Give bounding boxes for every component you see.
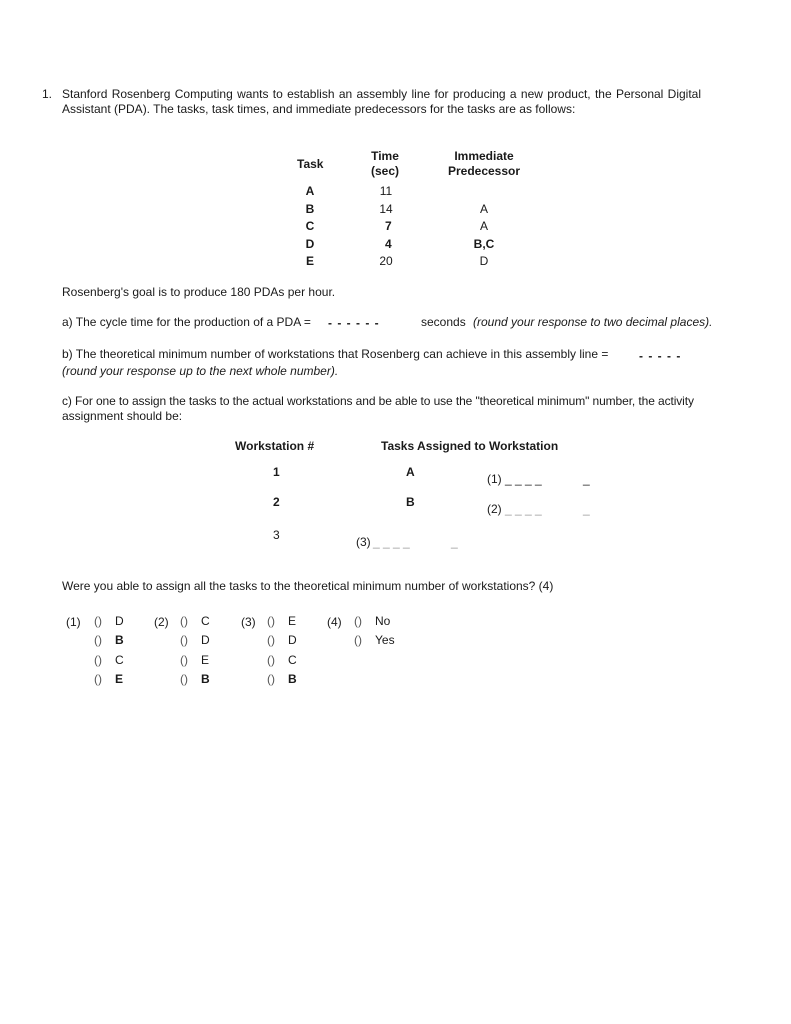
option-label: No: [375, 614, 391, 628]
goal-text: Rosenberg's goal is to produce 180 PDAs per hour.: [62, 285, 336, 299]
task-header: Task: [297, 157, 324, 171]
blank-2-label: (2): [487, 502, 502, 516]
option-label: B: [288, 672, 297, 686]
blank-2[interactable]: _ _ _ _: [505, 502, 542, 516]
group-1-label: (1): [66, 615, 81, 629]
workstation-header: Workstation #: [235, 439, 315, 453]
radio-button[interactable]: (): [180, 633, 188, 647]
option-label: E: [201, 653, 210, 667]
option-label: D: [288, 633, 297, 647]
question-number: 1.: [42, 87, 53, 101]
radio-button[interactable]: (): [94, 633, 102, 647]
workstation-number: 3: [273, 528, 280, 542]
blank-3-tail: _: [451, 535, 458, 549]
task-cell: B: [305, 202, 315, 216]
predecessor-header-line1: Immediate: [454, 149, 514, 163]
time-cell: 20: [379, 254, 393, 268]
blank-1-label: (1): [487, 472, 502, 486]
tasks-assigned-header: Tasks Assigned to Workstation: [381, 439, 559, 453]
part-a-units: seconds: [421, 315, 466, 329]
assigned-task: B: [406, 495, 415, 509]
time-cell: 14: [379, 202, 393, 216]
group-2-label: (2): [154, 615, 169, 629]
radio-button[interactable]: (): [180, 672, 188, 686]
option-label: Yes: [375, 633, 395, 647]
time-cell: 4: [385, 237, 392, 251]
part-b-text: b) The theoretical minimum number of workstations that Rosenberg can achieve in this assembly line =: [62, 347, 609, 361]
option-label: C: [288, 653, 297, 667]
radio-button[interactable]: (): [180, 653, 188, 667]
time-cell: 11: [379, 184, 393, 198]
time-header-line2: (sec): [370, 164, 399, 178]
task-cell: E: [305, 254, 314, 268]
option-label: D: [115, 614, 124, 628]
radio-button[interactable]: (): [267, 672, 275, 686]
part-a-note: (round your response to two decimal places).: [473, 315, 713, 329]
blank-2-tail: _: [583, 502, 590, 516]
question-intro-line2: Assistant (PDA). The tasks, task times, and immediate predecessors for the tasks are as follows:: [62, 102, 576, 116]
time-header-line1: Time: [371, 149, 399, 163]
option-label: D: [201, 633, 210, 647]
task-cell: D: [305, 237, 315, 251]
radio-button[interactable]: (): [267, 633, 275, 647]
predecessor-cell: D: [479, 254, 489, 268]
part-c-line1: c) For one to assign the tasks to the actual workstations and be able to use the "theoretical minimum" number, the activity: [62, 394, 694, 408]
option-label: E: [115, 672, 124, 686]
part-b-note: (round your response up to the next whole number).: [62, 364, 339, 378]
question-intro-line1: Stanford Rosenberg Computing wants to establish an assembly line for producing a new product, the Personal Digital: [62, 87, 702, 101]
part-c-line2: assignment should be:: [62, 409, 183, 423]
group-3-label: (3): [241, 615, 256, 629]
predecessor-cell: B,C: [473, 237, 495, 251]
part-a-text: a) The cycle time for the production of a PDA =: [62, 315, 311, 329]
blank-1-tail: _: [583, 472, 590, 486]
predecessor-header-line2: Predecessor: [447, 164, 521, 178]
radio-button[interactable]: (): [354, 614, 362, 628]
workstation-number: 2: [273, 495, 280, 509]
predecessor-cell: A: [479, 202, 488, 216]
radio-button[interactable]: (): [180, 614, 188, 628]
predecessor-cell: A: [479, 219, 488, 233]
workstation-number: 1: [273, 465, 280, 479]
option-label: C: [115, 653, 124, 667]
time-cell: 7: [385, 219, 392, 233]
option-label: B: [115, 633, 124, 647]
part-b-blank[interactable]: - - - - -: [639, 349, 682, 363]
question-4-text: Were you able to assign all the tasks to the theoretical minimum number of workstations? (4): [62, 579, 554, 593]
radio-button[interactable]: (): [94, 672, 102, 686]
option-label: C: [201, 614, 210, 628]
option-label: E: [288, 614, 297, 628]
radio-button[interactable]: (): [267, 653, 275, 667]
radio-button[interactable]: (): [354, 633, 362, 647]
blank-3[interactable]: _ _ _ _: [373, 535, 410, 549]
radio-button[interactable]: (): [94, 614, 102, 628]
task-cell: A: [305, 184, 315, 198]
assigned-task: A: [406, 465, 415, 479]
radio-button[interactable]: (): [94, 653, 102, 667]
blank-3-label: (3): [356, 535, 371, 549]
radio-button[interactable]: (): [267, 614, 275, 628]
task-cell: C: [305, 219, 315, 233]
blank-1[interactable]: _ _ _ _: [505, 472, 542, 486]
option-label: B: [201, 672, 210, 686]
group-4-label: (4): [327, 615, 342, 629]
part-a-blank[interactable]: - - - - - -: [328, 316, 380, 330]
